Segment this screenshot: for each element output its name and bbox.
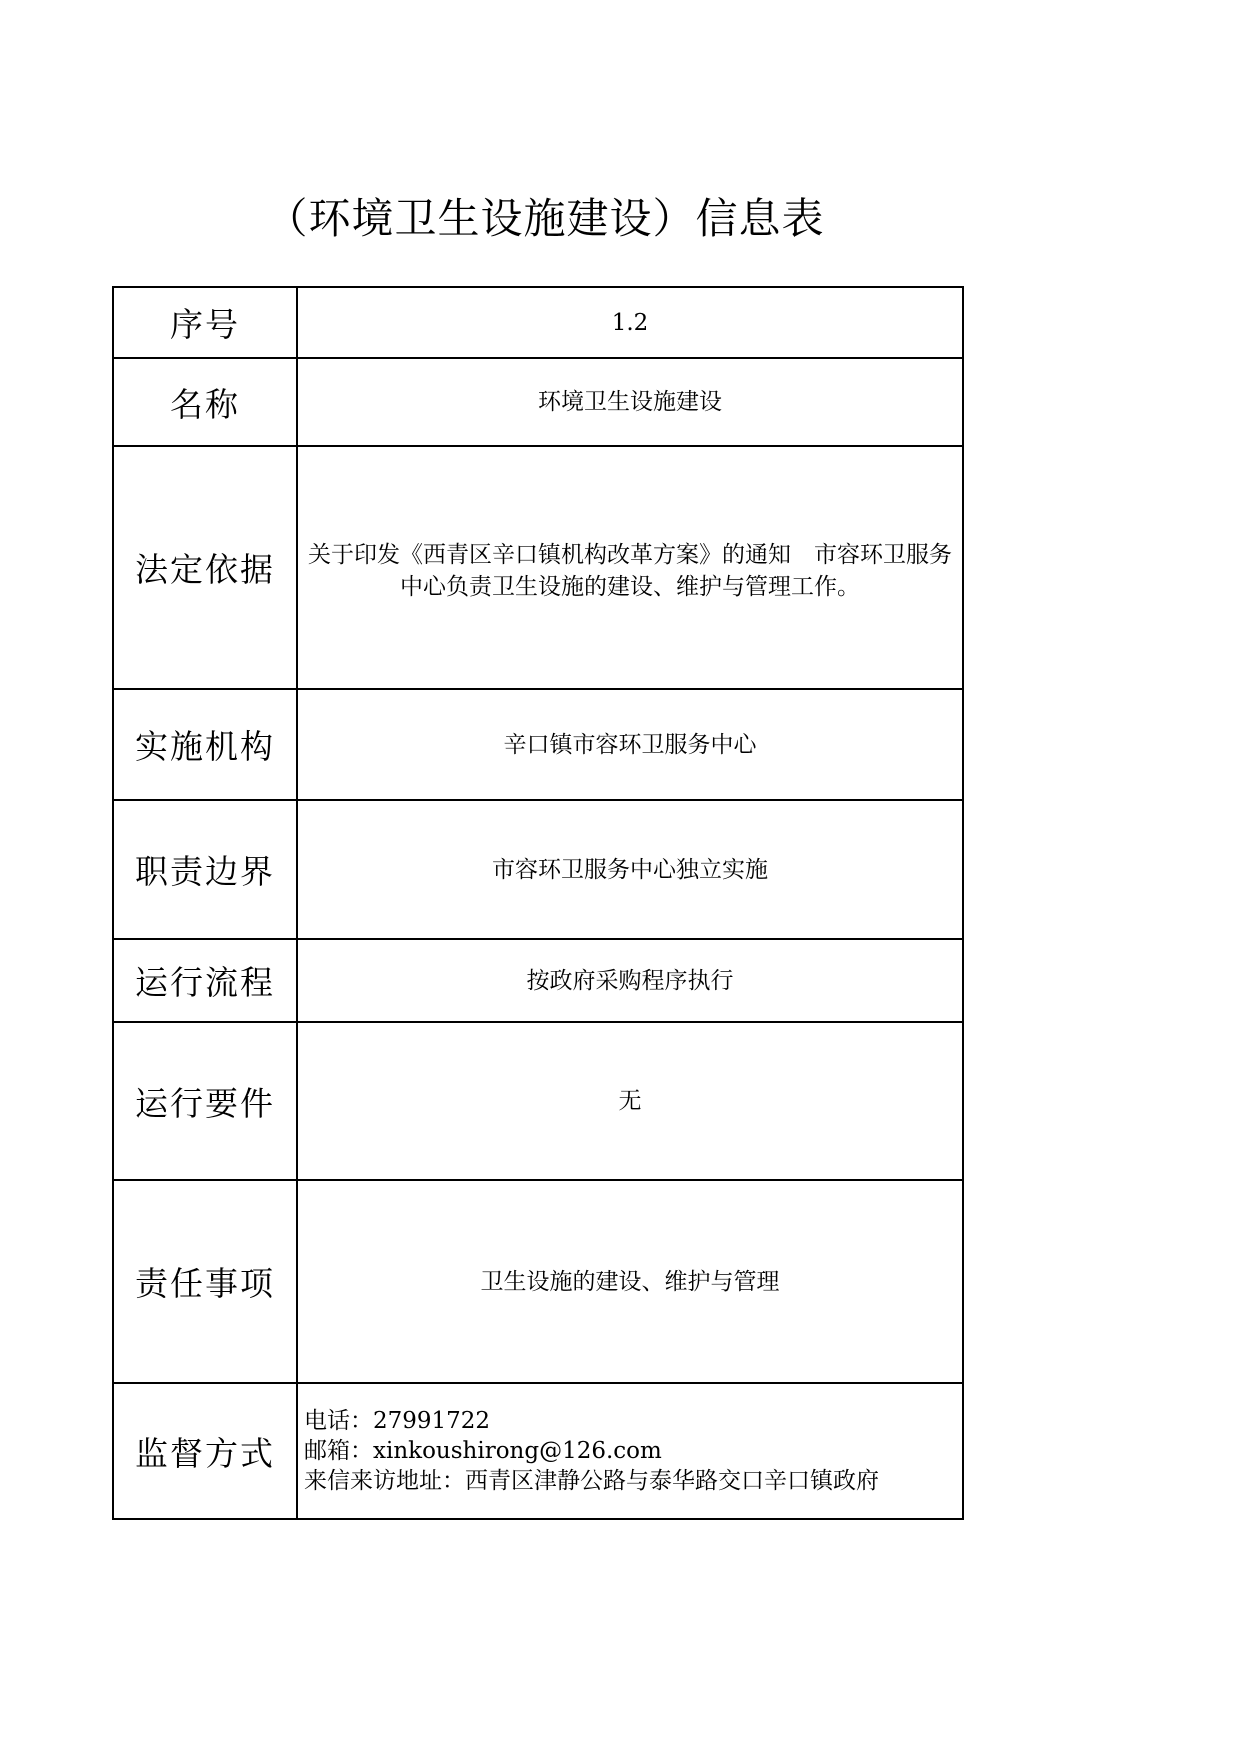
duties-label: 责任事项 — [113, 1180, 297, 1383]
row-requirements — [113, 1022, 963, 1180]
legal-basis-label: 法定依据 — [113, 446, 297, 689]
duties-value: 卫生设施的建设、维护与管理 — [297, 1180, 963, 1383]
legal-basis-value: 关于印发《西青区辛口镇机构改革方案》的通知 市容环卫服务中心负责卫生设施的建设、维护与管理工作。 — [297, 446, 963, 689]
row-legal-basis — [113, 446, 963, 689]
agency-label: 实施机构 — [113, 689, 297, 800]
document-title: （环境卫生设施建设）信息表 — [265, 194, 825, 243]
requirements-label: 运行要件 — [113, 1022, 297, 1180]
row-process — [113, 939, 963, 1022]
serial-label: 序号 — [113, 287, 297, 358]
responsibility-boundary-label: 职责边界 — [113, 800, 297, 939]
row-supervision — [113, 1383, 963, 1519]
supervision-email: 邮箱：xinkoushirong@126.com — [304, 1438, 662, 1464]
agency-value: 辛口镇市容环卫服务中心 — [297, 689, 963, 800]
row-responsibility-boundary — [113, 800, 963, 939]
process-label: 运行流程 — [113, 939, 297, 1022]
requirements-value: 无 — [297, 1022, 963, 1180]
row-agency — [113, 689, 963, 800]
name-label: 名称 — [113, 358, 297, 446]
info-table — [112, 286, 964, 1520]
supervision-label: 监督方式 — [113, 1383, 297, 1519]
supervision-value — [297, 1383, 963, 1519]
supervision-address: 来信来访地址：西青区津静公路与泰华路交口辛口镇政府 — [304, 1468, 879, 1494]
responsibility-boundary-value: 市容环卫服务中心独立实施 — [297, 800, 963, 939]
row-serial — [113, 287, 963, 358]
row-duties — [113, 1180, 963, 1383]
serial-value: 1.2 — [297, 287, 963, 358]
supervision-phone: 电话：27991722 — [304, 1408, 491, 1434]
row-name — [113, 358, 963, 446]
process-value: 按政府采购程序执行 — [297, 939, 963, 1022]
name-value: 环境卫生设施建设 — [297, 358, 963, 446]
